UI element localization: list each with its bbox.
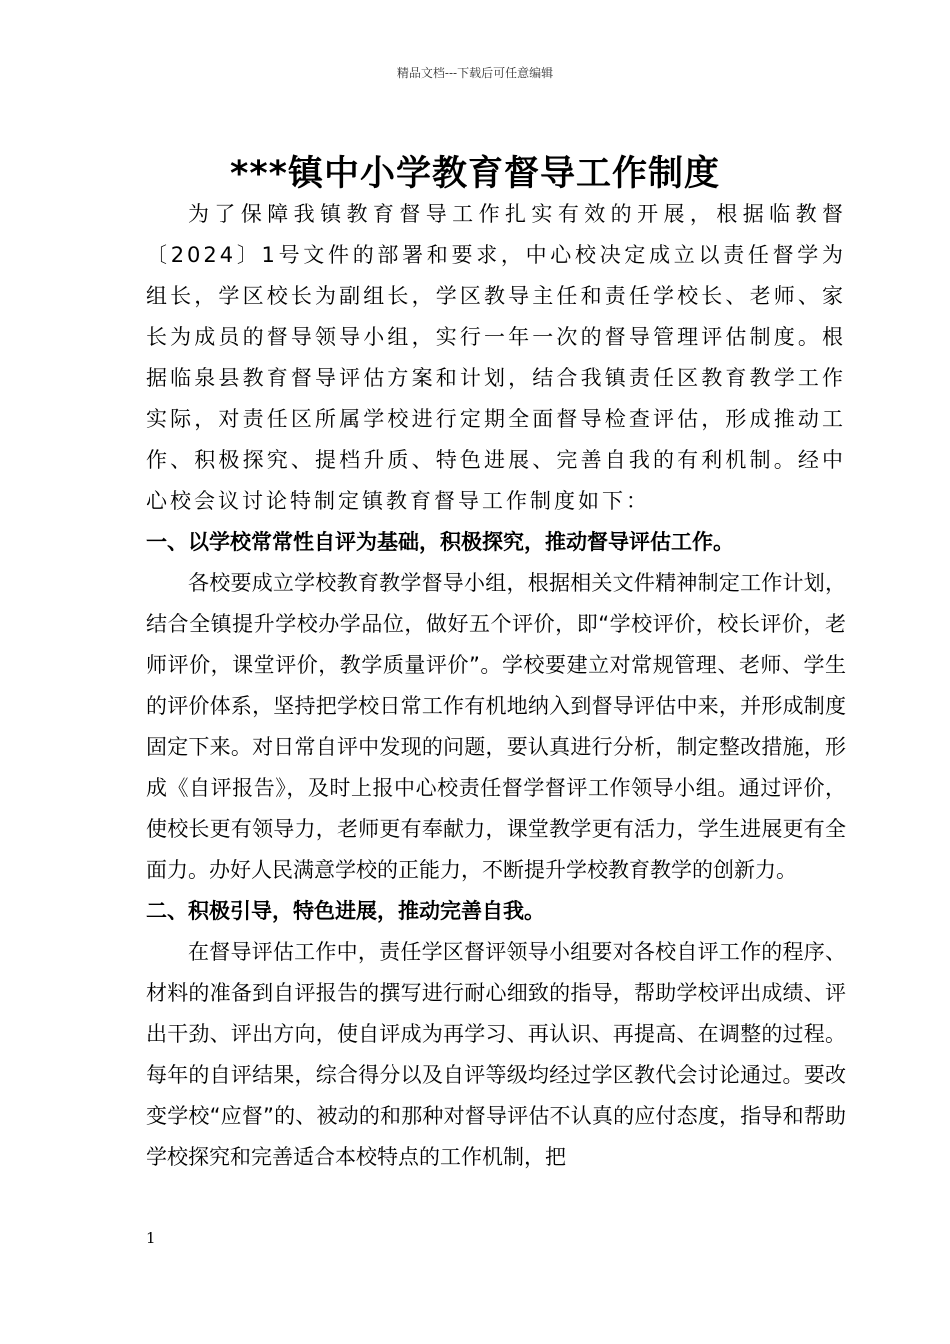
section-heading-1: 一、以学校常常性自评为基础，积极探究，推动督导评估工作。 [146,530,734,554]
intro-paragraph: 为了保障我镇教育督导工作扎实有效的开展，根据临教督〔2024〕1号文件的部署和要求，中心校决定成立以责任督学为组长，学区校长为副组长，学区教导主任和责任学校长、老师、家长为成员的督导领导小组，实行一年一次的督导管理评估制度。根据临泉县教育督导评估方案和计划，结合我镇责任区教育教学工作实际，对责任区所属学校进行定期全面督导检查评估，形成推动工作、积极探究、提档升质、特色进展、完善自我的有利机制。经中心校会议讨论特制定镇教育督导工作制度如下： [146,202,846,513]
page-number: 1 [146,1229,156,1247]
section-1-paragraph: 各校要成立学校教育教学督导小组，根据相关文件精神制定工作计划，结合全镇提升学校办学品位，做好五个评价，即“学校评价，校长评价，老师评价，课堂评价，教学质量评价”。学校要建立对常规管理、老师、学生的评价体系，坚持把学校日常工作有机地纳入到督导评估中来，并形成制度固定下来。对日常自评中发现的问题，要认真进行分析，制定整改措施，形成《自评报告》，及时上报中心校责任督学督评工作领导小组。通过评价，使校长更有领导力，老师更有奉献力，课堂教学更有活力，学生进展更有全面力。办好人民满意学校的正能力，不断提升学校教育教学的创新力。 [146,571,846,882]
section-2-paragraph: 在督导评估工作中，责任学区督评领导小组要对各校自评工作的程序、材料的准备到自评报告的撰写进行耐心细致的指导，帮助学校评出成绩、评出干劲、评出方向，使自评成为再学习、再认识、再提高、在调整的过程。每年的自评结果，综合得分以及自评等级均经过学区教代会讨论通过。要改变学校“应督”的、被动的和那种对督导评估不认真的应付态度，指导和帮助学校探究和完善适合本校特点的工作机制，把 [146,940,846,1169]
document-body [146,194,846,1178]
section-heading-2: 二、积极引导，特色进展，推动完善自我。 [146,899,545,923]
document-header-note: 精品文档---下载后可任意编辑 [396,66,554,80]
document-title: ***镇中小学教育督导工作制度 [230,154,720,194]
